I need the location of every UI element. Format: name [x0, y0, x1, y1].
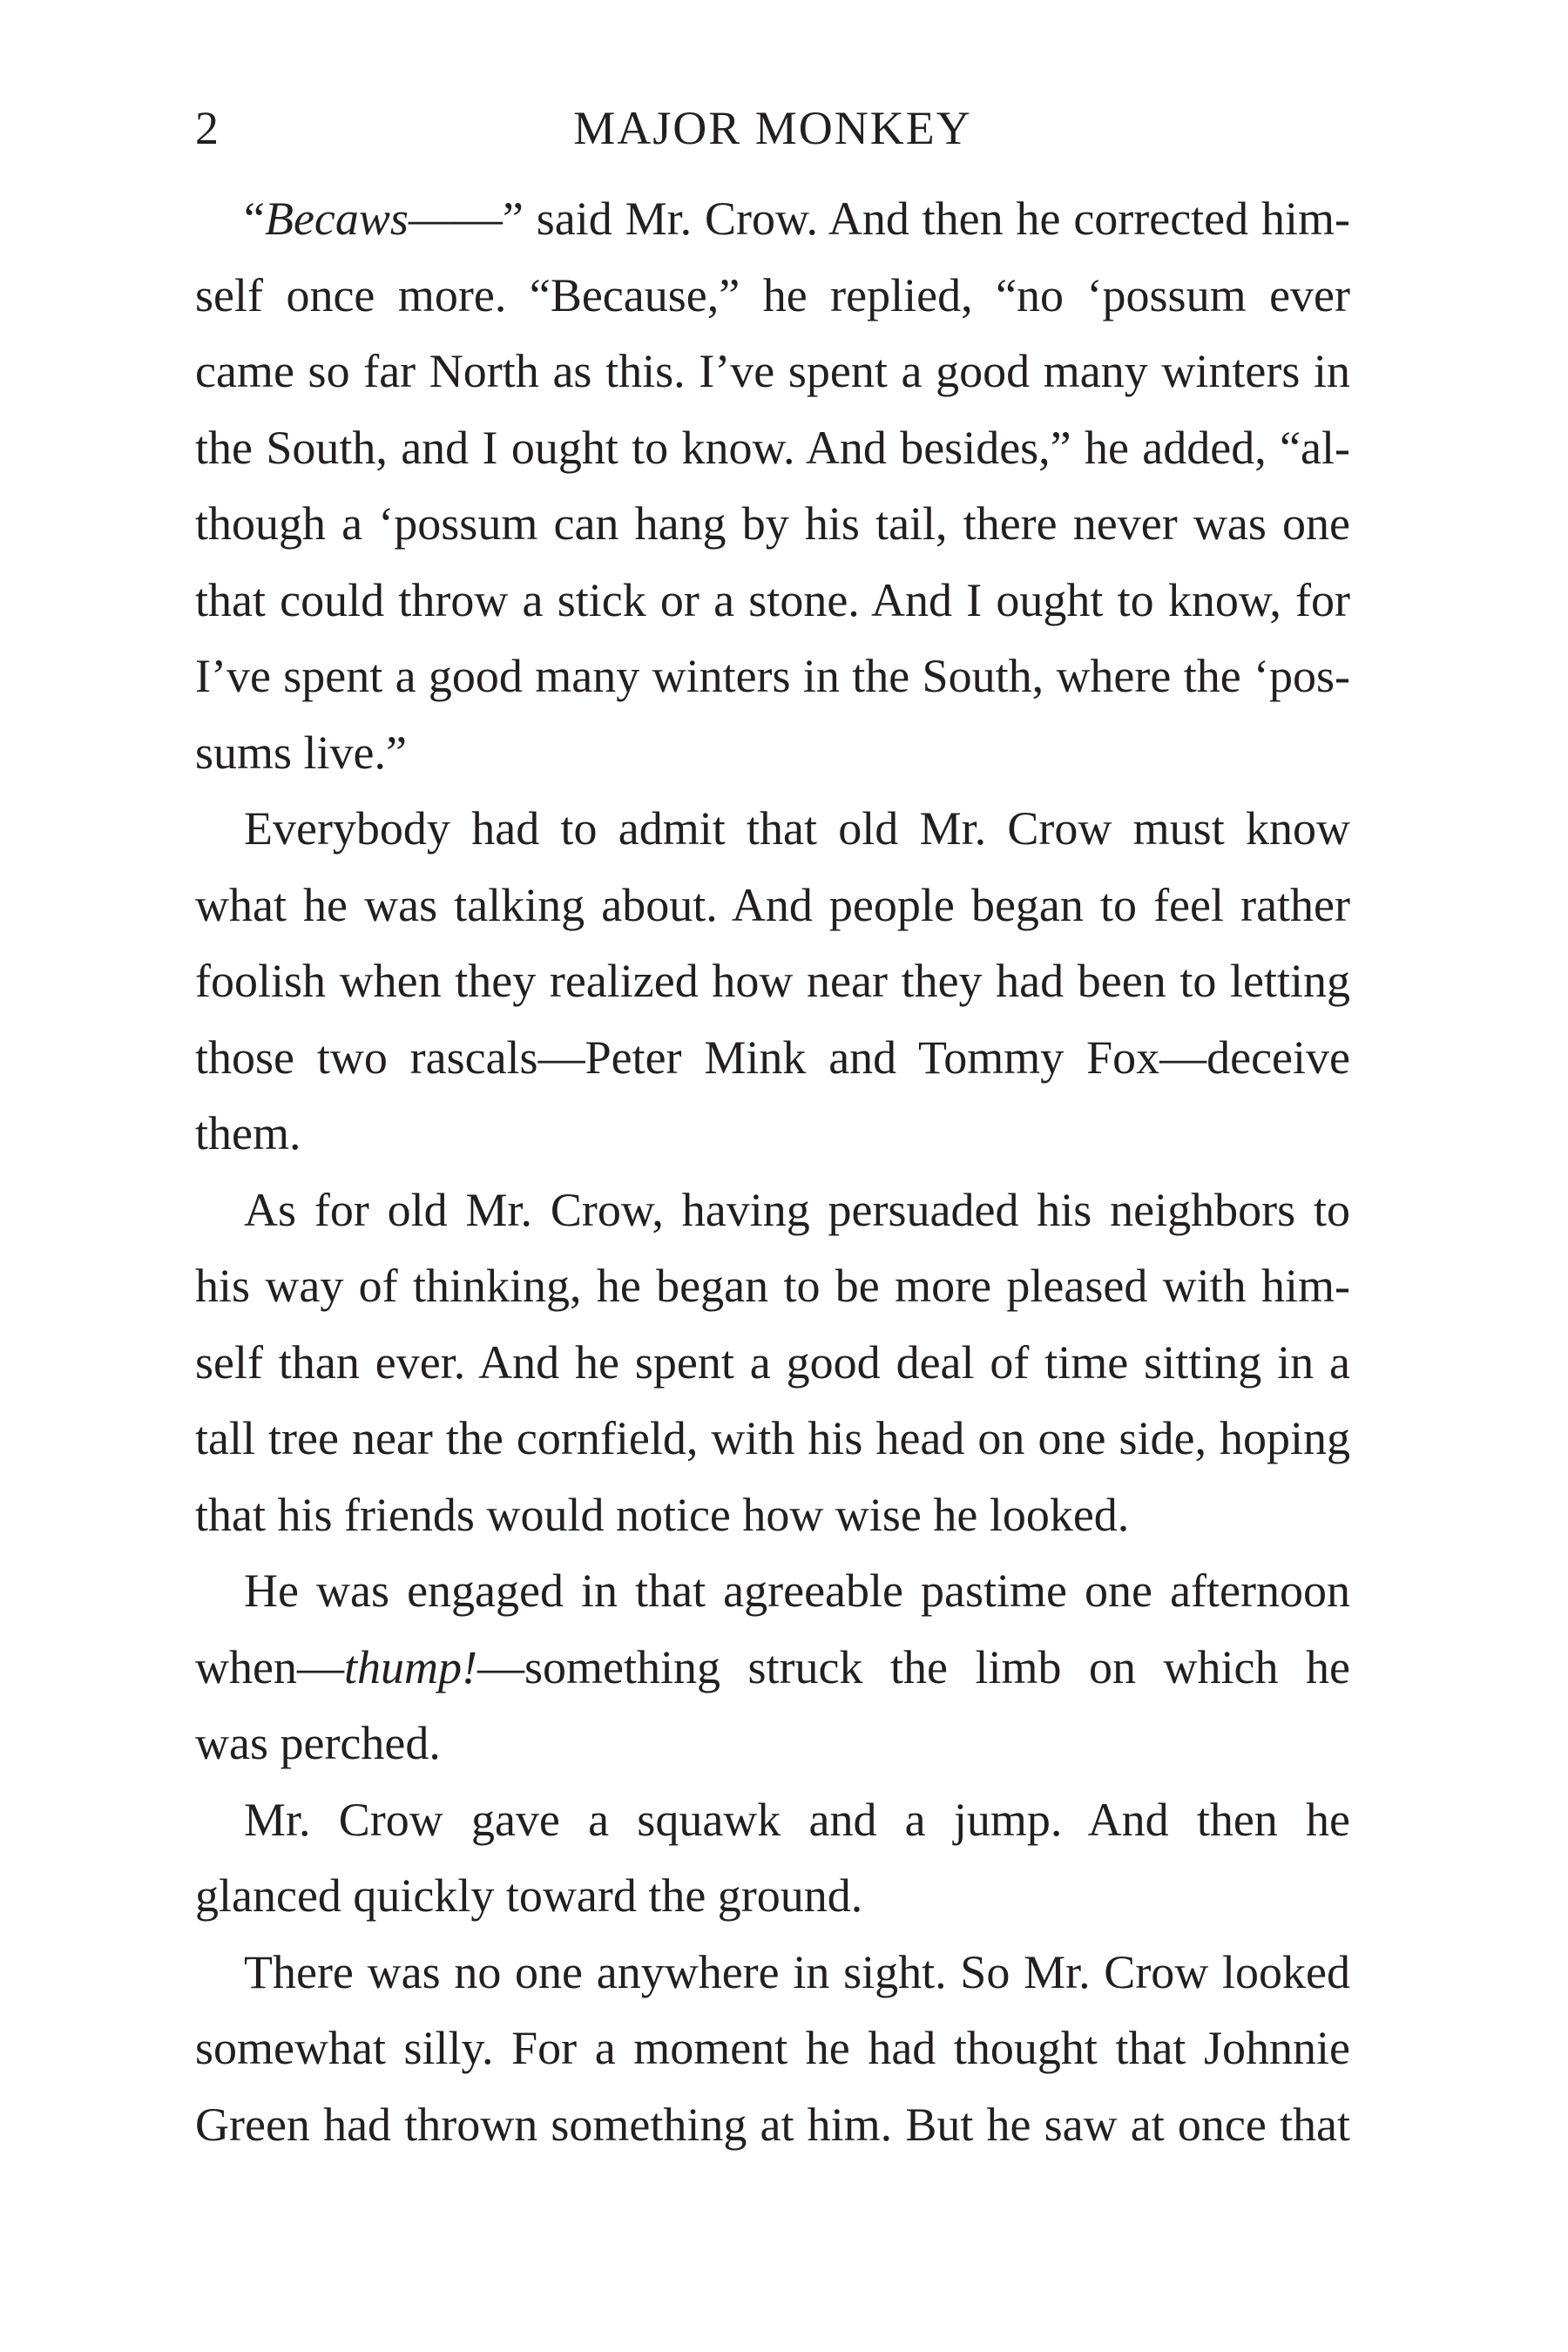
text-line: those two rascals—Peter Mink and Tommy Fox—deceive: [195, 1031, 1350, 1084]
running-head: [195, 98, 1350, 159]
text-line: them.: [195, 1107, 301, 1159]
text-line: what he was talking about. And people began to feel rather: [195, 878, 1350, 931]
text-line: tall tree near the cornfield, with his head on one side, hoping: [195, 1412, 1350, 1464]
paragraph: [195, 181, 1350, 791]
text-line: foolish when they realized how near they had been to letting: [195, 955, 1350, 1007]
text-line: sums live.”: [195, 726, 407, 779]
running-title: MAJOR MONKEY: [573, 102, 972, 154]
text-line: came so far North as this. I’ve spent a good many winters in: [195, 345, 1350, 397]
text-segment: —something struck the limb on which he: [476, 1640, 1350, 1693]
text-line: Everybody had to admit that old Mr. Crow must know: [244, 802, 1350, 855]
text-line: glanced quickly toward the ground.: [195, 1869, 863, 1922]
paragraph: [195, 1782, 1350, 1935]
italic-word: Becaws: [264, 193, 409, 245]
text-segment: when—: [195, 1640, 344, 1693]
paragraph: [195, 1173, 1350, 1554]
text-line: As for old Mr. Crow, having persuaded his neighbors to: [244, 1183, 1350, 1236]
text-segment: “: [244, 193, 265, 245]
paragraph: [195, 1553, 1350, 1782]
text-line: the South, and I ought to know. And besides,” he added, “al-: [195, 421, 1350, 474]
text-line: [195, 1630, 1350, 1707]
text-line: that could throw a stick or a stone. And I ought to know, for: [195, 573, 1350, 626]
text-line: He was engaged in that agreeable pastime one afternoon: [244, 1565, 1350, 1617]
text-line: somewhat silly. For a moment he had thought that Johnnie: [195, 2022, 1350, 2074]
text-line: I’ve spent a good many winters in the South, where the ‘pos-: [195, 650, 1350, 702]
text-line: though a ‘possum can hang by his tail, there never was one: [195, 497, 1350, 550]
text-line: Mr. Crow gave a squawk and a jump. And then he: [244, 1793, 1350, 1846]
page-number: 2: [195, 102, 219, 154]
text-line: There was no one anywhere in sight. So Mr. Crow looked: [244, 1945, 1350, 1998]
text-line: Green had thrown something at him. But he saw at once that: [195, 2098, 1350, 2151]
text-line: [195, 181, 1350, 258]
body-text: [195, 181, 1350, 2163]
text-line: self than ever. And he spent a good deal of time sitting in a: [195, 1335, 1350, 1389]
italic-word: thump!: [343, 1640, 477, 1693]
text-line: that his friends would notice how wise he looked.: [195, 1488, 1130, 1541]
paragraph: [195, 1935, 1350, 2164]
paragraph: [195, 791, 1350, 1173]
text-line: was perched.: [195, 1717, 441, 1769]
text-line: his way of thinking, he began to be more pleased with him-: [195, 1260, 1350, 1312]
text-segment: ——” said Mr. Crow. And then he corrected him-: [408, 193, 1350, 245]
text-line: self once more. “Because,” he replied, “no ‘possum ever: [195, 268, 1350, 321]
